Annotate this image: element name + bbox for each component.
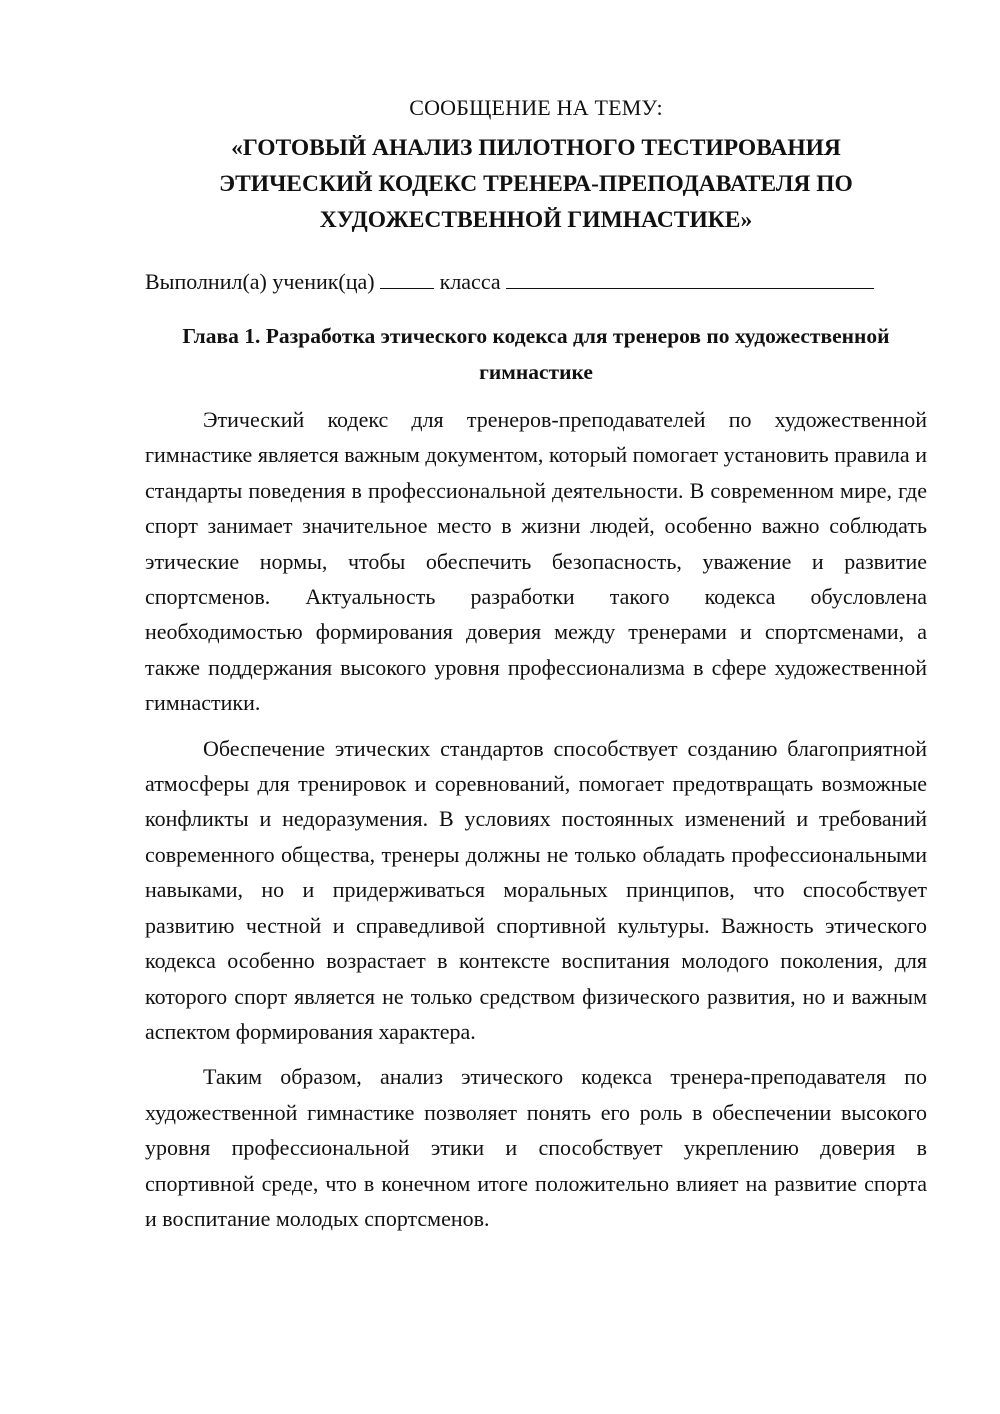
author-line [145, 264, 927, 300]
paragraph-3: Таким образом, анализ этического кодекса тренера-преподавателя по художественной гимнастике позволяет понять его роль в обеспечении высокого уровня профессиональной этики и способствует укреплению доверия в спортивной среде, что в конечном итоге положительно влияет на развитие спорта и воспитание молодых спортсменов. [145, 1064, 927, 1231]
document-page [145, 90, 927, 1236]
name-blank-field [506, 266, 874, 289]
document-title: «ГОТОВЫЙ АНАЛИЗ ПИЛОТНОГО ТЕСТИРОВАНИЯ ЭТИЧЕСКИЙ КОДЕКС ТРЕНЕРА-ПРЕПОДАВАТЕЛЯ ПО ХУДОЖЕСТВЕННОЙ ГИМНАСТИКЕ» [219, 135, 853, 233]
chapter-title: Глава 1. Разработка этического кодекса для тренеров по художественной гимнастике [182, 324, 890, 384]
paragraph-1: Этический кодекс для тренеров-преподавателей по художественной гимнастике является важным документом, который помогает установить правила и стандарты поведения в профессиональной деятельности. В современном мире, где спорт занимает значительное место в жизни людей, особенно важно соблюдать этические нормы, чтобы обеспечить безопасность, уважение и развитие спортсменов. Актуальность разработки такого кодекса обусловлена необходимостью формирования доверия между тренерами и спортсменами, а также поддержания высокого уровня профессионализма в сфере художественной гимнастики. [145, 407, 927, 716]
author-middle: класса [439, 269, 501, 294]
author-prefix: Выполнил(а) ученик(ца) [145, 269, 375, 294]
class-blank-field [380, 266, 434, 289]
subject-label: СООБЩЕНИЕ НА ТЕМУ: [409, 95, 663, 120]
paragraph-2: Обеспечение этических стандартов способствует созданию благоприятной атмосферы для тренировок и соревнований, помогает предотвращать возможные конфликты и недоразумения. В условиях постоянных изменений и требований современного общества, тренеры должны не только обладать профессиональными навыками, но и придерживаться моральных принципов, что способствует развитию честной и справедливой спортивной культуры. Важность этического кодекса особенно возрастает в контексте воспитания молодого поколения, для которого спорт является не только средством физического развития, но и важным аспектом формирования характера. [145, 735, 927, 1044]
